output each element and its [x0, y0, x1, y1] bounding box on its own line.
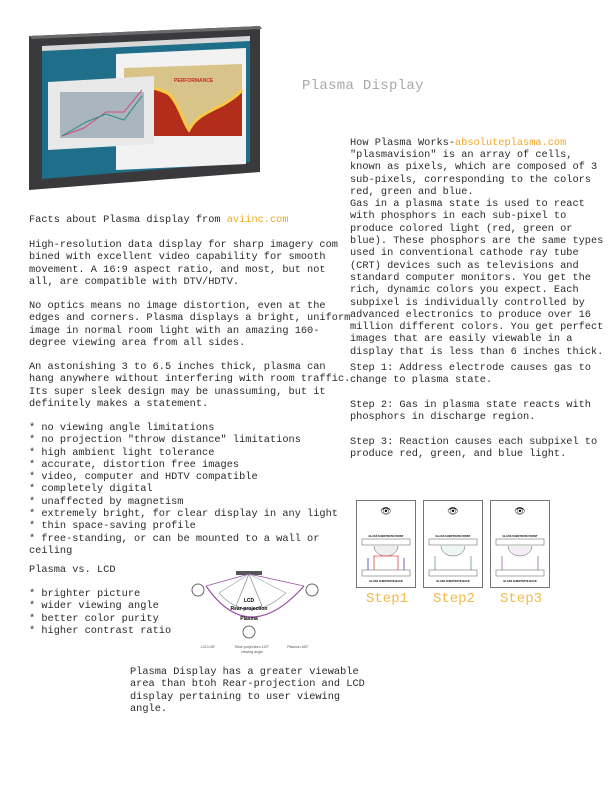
- eye-icon: 👁: [447, 507, 459, 517]
- facts-paragraph-3: An astonishing 3 to 6.5 inches thick, plasma can hang anywhere without interfering with room traffic. Its super sleek design may be unassuming, but it definitely makes a statement.: [29, 361, 351, 410]
- feature-item: * no projection "throw distance" limitations: [29, 434, 301, 447]
- step-2-label: Step2: [433, 591, 476, 607]
- feature-item: * unaffected by magnetism: [29, 495, 184, 508]
- plasma-label: Plasma: [240, 616, 258, 622]
- how-it-works-intro-text: How Plasma Works-: [350, 137, 456, 149]
- caption-sub: viewing angle: [241, 650, 263, 654]
- aviinc-link[interactable]: aviinc.com: [226, 214, 289, 226]
- glass-front-label: GLASS SUBSTRATE FRONT: [368, 535, 404, 538]
- caption-lcd: LCD=45°: [200, 645, 216, 649]
- comparison-heading: Plasma vs. LCD: [29, 564, 116, 576]
- feature-item: * completely digital: [29, 483, 153, 496]
- facts-intro-text: Facts about Plasma display from: [29, 214, 227, 226]
- feature-item: * thin space-saving profile: [29, 520, 196, 533]
- features-list: [29, 422, 338, 557]
- feature-item: * accurate, distortion free images: [29, 458, 240, 471]
- comparison-summary: Plasma Display has a greater viewable area than btoh Rear-projection and LCD display pertaining to user viewing angle.: [130, 666, 365, 715]
- comparison-list: [29, 588, 171, 637]
- plasma-monitor-image: [24, 24, 266, 192]
- caption-plasma: Plasma=160°: [287, 645, 309, 649]
- performance-label: PERFORMANCE: [174, 78, 214, 84]
- viewing-angle-diagram: [186, 568, 328, 660]
- glass-back-label: GLASS SUBSTRATE BACK: [503, 580, 537, 583]
- feature-item: * high ambient light tolerance: [29, 446, 215, 459]
- how-it-works-intro: [350, 137, 566, 149]
- step-3-label: Step3: [500, 591, 543, 607]
- page-title: Plasma Display: [302, 78, 424, 94]
- glass-back-label: GLASS SUBSTRATE BACK: [436, 580, 470, 583]
- step-1-diagram: [356, 500, 416, 588]
- lcd-label: LCD: [243, 598, 255, 604]
- step-3-diagram: [490, 500, 550, 588]
- facts-intro: [29, 214, 289, 226]
- step-2-text: Step 2: Gas in plasma state reacts with phosphors in discharge region.: [350, 399, 591, 424]
- feature-item: * free-standing, or can be mounted to a wall or ceiling: [29, 532, 320, 557]
- eye-icon: 👁: [514, 507, 526, 517]
- glass-front-label: GLASS SUBSTRATE FRONT: [435, 535, 471, 538]
- absoluteplasma-link[interactable]: absoluteplasma.com: [455, 137, 567, 149]
- viewer-right-icon: [306, 584, 318, 596]
- step-2-diagram: [423, 500, 483, 588]
- comparison-item: * wider viewing angle: [29, 600, 159, 613]
- feature-item: * video, computer and HDTV compatible: [29, 471, 258, 484]
- comparison-item: * higher contrast ratio: [29, 624, 172, 637]
- feature-item: * no viewing angle limitations: [29, 422, 215, 434]
- viewer-left-icon: [192, 584, 204, 596]
- comparison-item: * better color purity: [29, 612, 159, 625]
- how-it-works-body: "plasmavision" is an array of cells, known as pixels, which are composed of 3 sub-pixels, corresponding to the colors red, green and blue. Gas in a plasma state is used to react with phosphors in each sub-pixel to produce colored light (red, green or blue). These phosphors are the same types used in conventional cathode ray tube (CRT) devices such as televisions and standard computer monitors. You get the rich, dynamic colors you expect. Each subpixel is individually controlled by advanced electronics to produce over 16 million different colors. You get perfect images that are easily viewable in a display that is less than 6 inches thick.: [350, 149, 604, 358]
- facts-paragraph-1: High-resolution data display for sharp imagery com bined with excellent video capability for smooth movement. A 16:9 aspect ratio, and most, but not all, are compatible with DTV/HDTV.: [29, 239, 338, 288]
- comparison-item: * brighter picture: [29, 588, 141, 600]
- feature-item: * extremely bright, for clear display in any light: [29, 508, 338, 521]
- eye-icon: 👁: [380, 507, 392, 517]
- glass-front-label: GLASS SUBSTRATE FRONT: [502, 535, 538, 538]
- step-3-text: Step 3: Reaction causes each subpixel to produce red, green, and blue light.: [350, 436, 598, 461]
- viewer-center-icon: [243, 626, 255, 638]
- facts-paragraph-2: No optics means no image distortion, even at the edges and corners. Plasma displays a bright, uniform image in normal room light with an amazing 160- degree viewing area from all sides.: [29, 300, 351, 349]
- caption-rear: Rear-projection=120°: [234, 645, 270, 649]
- plasma-arc: [206, 586, 304, 617]
- glass-back-label: GLASS SUBSTRATE BACK: [369, 580, 403, 583]
- step-1-text: Step 1: Address electrode causes gas to change to plasma state.: [350, 362, 591, 387]
- rear-projection-label: Rear-projection: [230, 606, 268, 612]
- step-1-label: Step1: [366, 591, 409, 607]
